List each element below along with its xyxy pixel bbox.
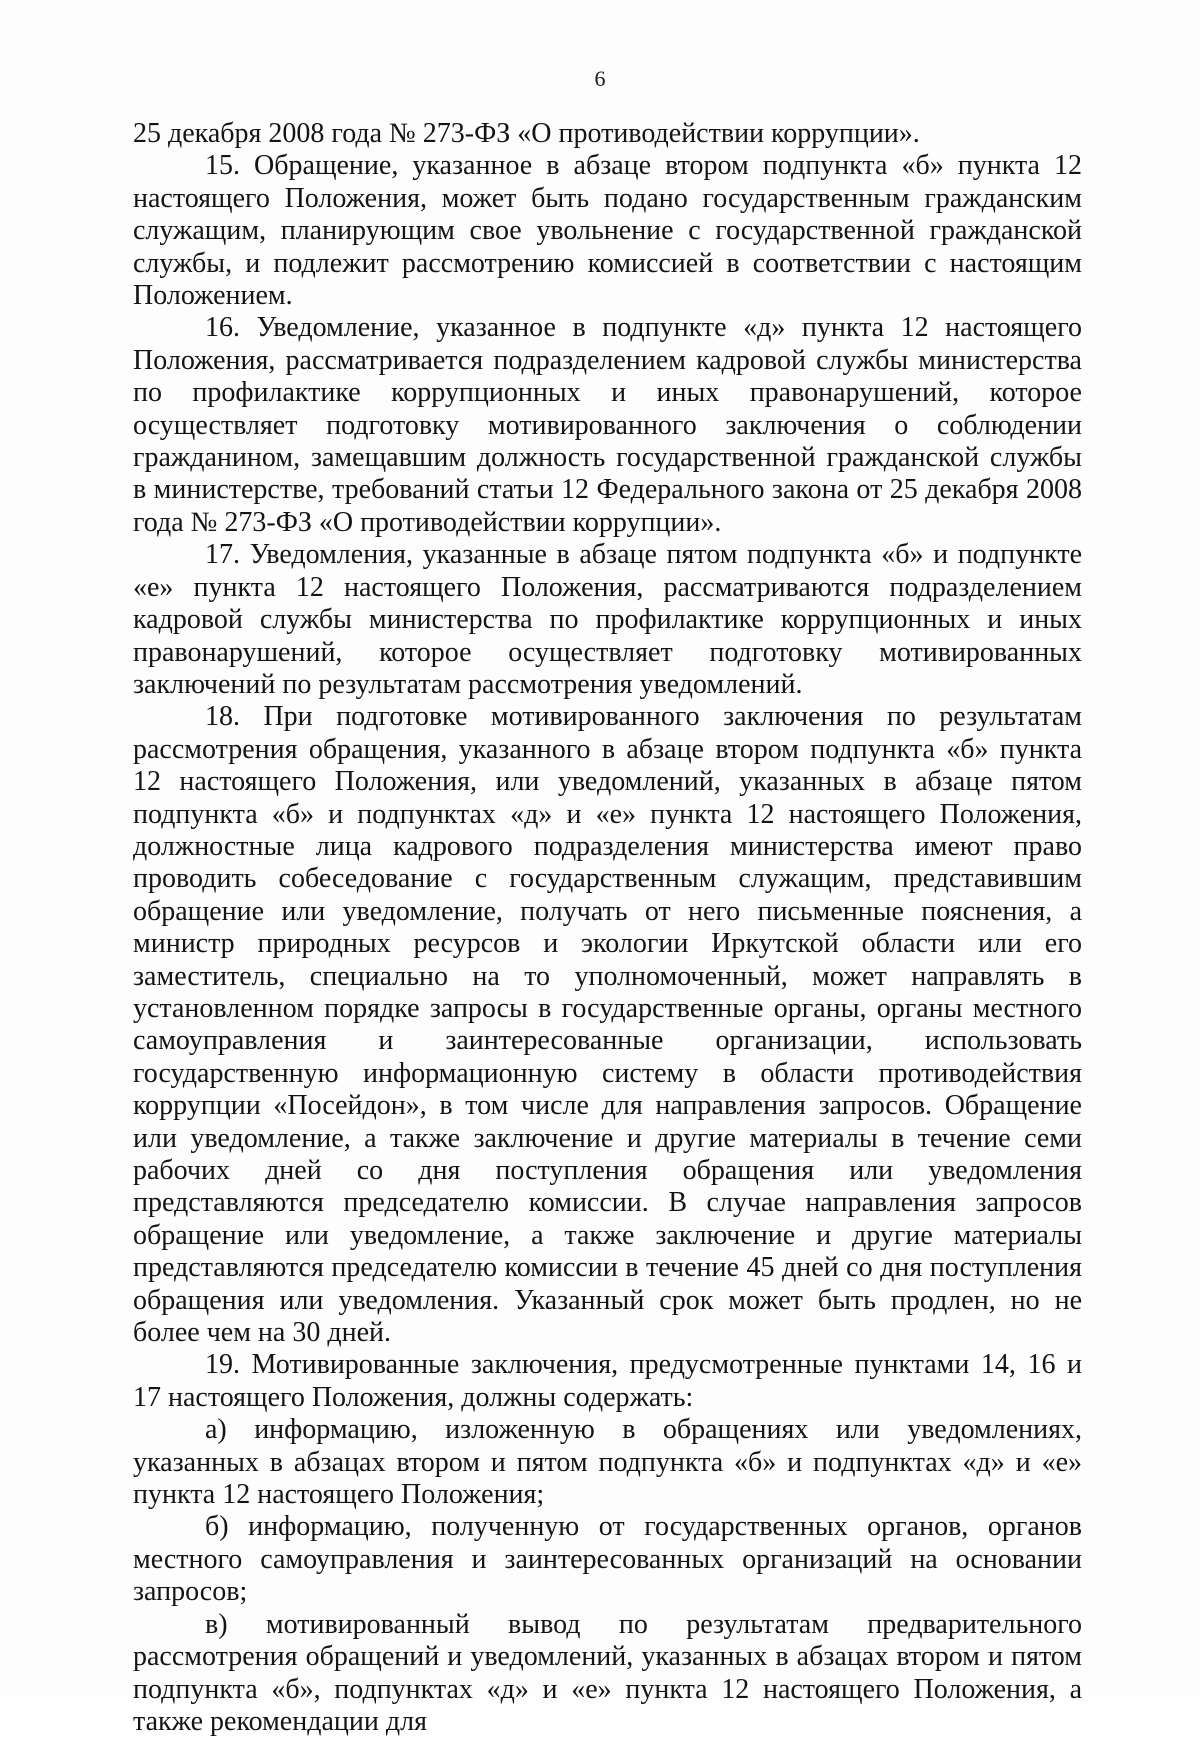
paragraph-15: 15. Обращение, указанное в абзаце втором подпункта «б» пункта 12 настоящего Положения, может быть подано государственным гражданским служащим, планирующим свое увольнение с государственной гражданской службы, и подлежит рассмотрению комиссией в соответствии с настоящим Положением. [133, 150, 1082, 312]
paragraph-19-v: в) мотивированный вывод по результатам предварительного рассмотрения обращений и уведомлений, указанных в абзацах втором и пятом подпункта «б», подпунктах «д» и «е» пункта 12 настоящего Положения, а также рекомендации для [133, 1608, 1082, 1737]
paragraph-19-b: б) информацию, полученную от государственных органов, органов местного самоуправления и заинтересованных организаций на основании запросов; [133, 1511, 1082, 1608]
paragraph-19: 19. Мотивированные заключения, предусмотренные пунктами 14, 16 и 17 настоящего Положения, должны содержать: [133, 1349, 1082, 1413]
paragraph-16: 16. Уведомление, указанное в подпункте «д» пункта 12 настоящего Положения, рассматривается подразделением кадровой службы министерства по профилактике коррупционных и иных правонарушений, которое осуществляет подготовку мотивированного заключения о соблюдении гражданином, замещавшим должность государственной гражданской службы в министерстве, требований статьи 12 Федерального закона от 25 декабря 2008 года № 273-ФЗ «О противодействии коррупции». [133, 312, 1082, 538]
paragraph-18: 18. При подготовке мотивированного заключения по результатам рассмотрения обращения, указанного в абзаце втором подпункта «б» пункта 12 настоящего Положения, или уведомлений, указанных в абзаце пятом подпункта «б» и подпунктах «д» и «е» пункта 12 настоящего Положения, должностные лица кадрового подразделения министерства имеют право проводить собеседование с государственным служащим, представившим обращение или уведомление, получать от него письменные пояснения, а министр природных ресурсов и экологии Иркутской области или его заместитель, специально на то уполномоченный, может направлять в установленном порядке запросы в государственные органы, органы местного самоуправления и заинтересованные организации, использовать государственную информационную систему в области противодействия коррупции «Посейдон», в том числе для направления запросов. Обращение или уведомление, а также заключение и другие материалы в течение семи рабочих дней со дня поступления обращения или уведомления представляются председателю комиссии. В случае направления запросов обращение или уведомление, а также заключение и другие материалы представляются председателю комиссии в течение 45 дней со дня поступления обращения или уведомления. Указанный срок может быть продлен, но не более чем на 30 дней. [133, 701, 1082, 1349]
paragraph-19-a: а) информацию, изложенную в обращениях или уведомлениях, указанных в абзацах втором и пятом подпункта «б» и подпунктах «д» и «е» пункта 12 настоящего Положения; [133, 1414, 1082, 1511]
paragraph-continuation: 25 декабря 2008 года № 273-ФЗ «О противодействии коррупции». [133, 118, 920, 149]
document-body [133, 118, 1082, 1738]
page-number: 6 [594, 66, 606, 91]
paragraph-17: 17. Уведомления, указанные в абзаце пятом подпункта «б» и подпункте «е» пункта 12 настоящего Положения, рассматриваются подразделением кадровой службы министерства по профилактике коррупционных и иных правонарушений, которое осуществляет подготовку мотивированных заключений по результатам рассмотрения уведомлений. [133, 539, 1082, 700]
